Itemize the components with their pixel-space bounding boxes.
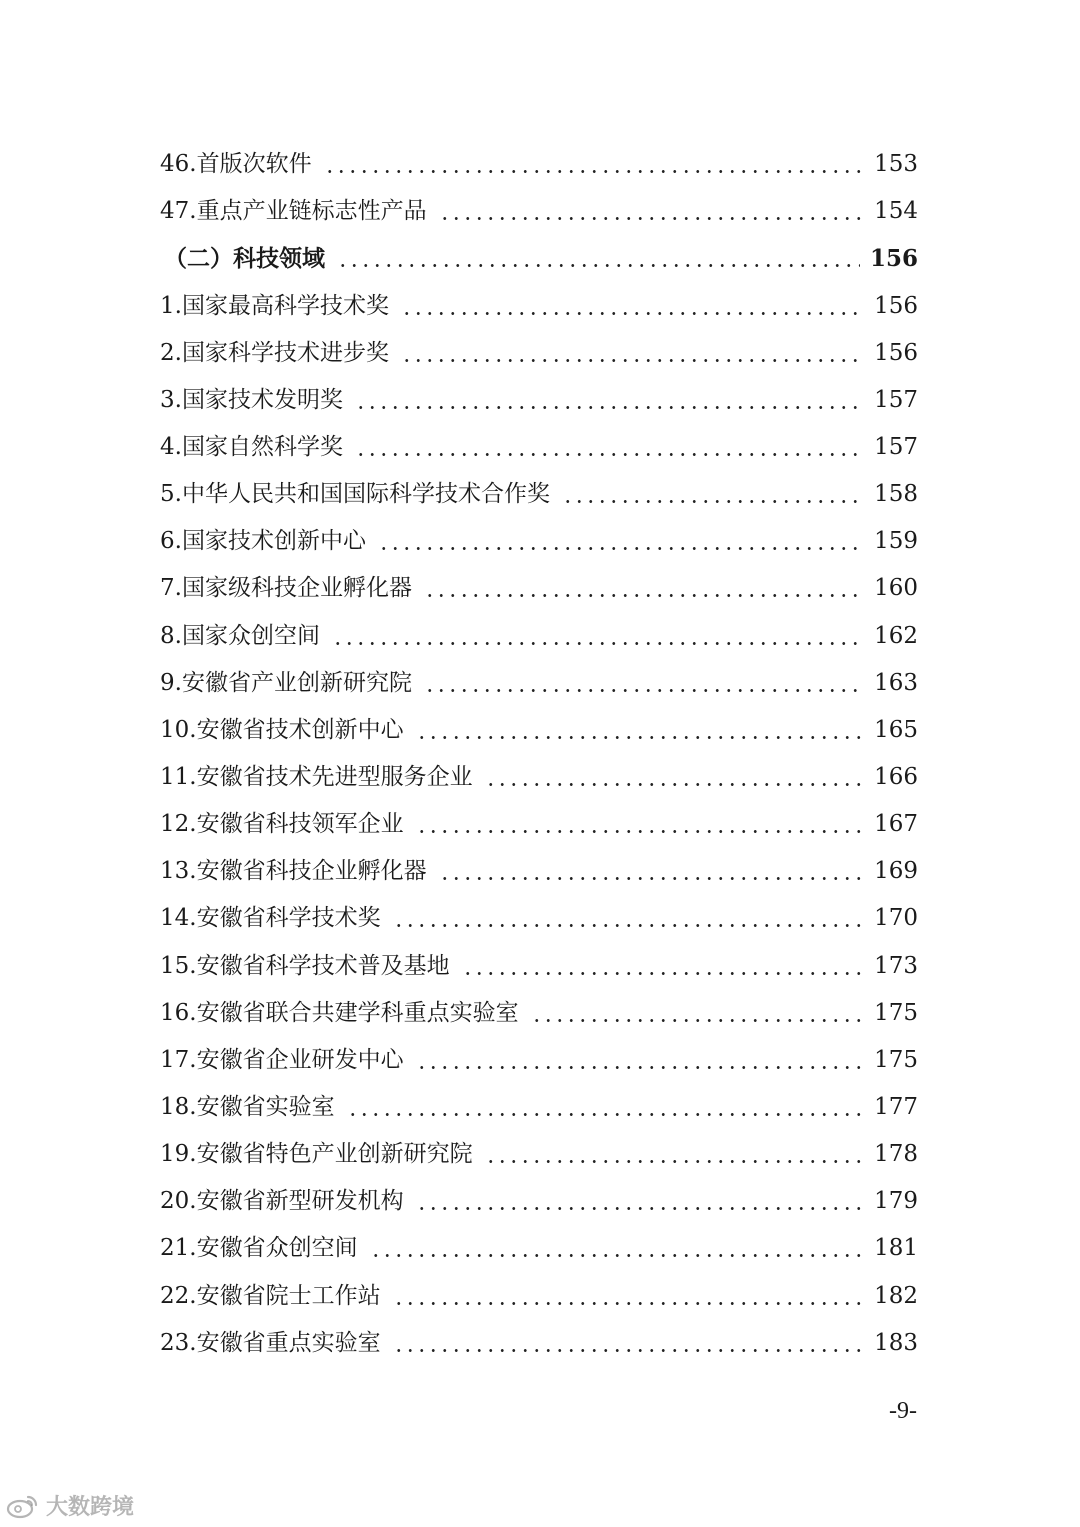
toc-entry-page-number: 160: [874, 575, 918, 602]
toc-entry-title: 5.中华人民共和国国际科学技术合作奖: [160, 481, 550, 508]
toc-entry-page-number: 154: [874, 198, 918, 225]
toc-entry-title: 12.安徽省科技领军企业: [160, 811, 404, 838]
watermark: [6, 1490, 134, 1521]
dot-leader: [416, 736, 865, 739]
toc-entry[interactable]: [160, 1316, 918, 1363]
toc-entry-title: 20.安徽省新型研发机构: [160, 1188, 404, 1215]
watermark-text: 大数跨境: [46, 1495, 135, 1520]
dot-leader: [416, 830, 865, 833]
toc-entry-page-number: 167: [874, 811, 918, 838]
dot-leader: [424, 689, 864, 692]
toc-entry[interactable]: [160, 1080, 918, 1127]
toc-entry-page-number: 163: [874, 669, 918, 696]
toc-entry-title: 14.安徽省科学技术奖: [160, 905, 381, 932]
toc-entry-page-number: 170: [874, 905, 918, 932]
dot-leader: [485, 1160, 865, 1163]
toc-entry[interactable]: [160, 750, 918, 797]
dot-leader: [332, 642, 864, 645]
toc-entry-title: 21.安徽省众创空间: [160, 1235, 358, 1262]
toc-entry-page-number: 156: [874, 292, 918, 319]
toc-entry[interactable]: [160, 703, 918, 750]
toc-entry-title: 15.安徽省科学技术普及基地: [160, 952, 450, 979]
toc-entry-page-number: 173: [874, 952, 918, 979]
toc-entry[interactable]: [160, 797, 918, 844]
toc-entry-title: 23.安徽省重点实验室: [160, 1329, 381, 1356]
toc-entry-title: （二）科技领域: [164, 245, 325, 273]
dot-leader: [462, 972, 865, 975]
toc-entry-title: 18.安徽省实验室: [160, 1093, 335, 1120]
toc-entry-title: 2.国家科学技术进步奖: [160, 339, 389, 366]
dot-leader: [393, 924, 865, 927]
toc-entry-page-number: 175: [874, 999, 918, 1026]
dot-leader: [401, 312, 864, 315]
dot-leader: [416, 1066, 865, 1069]
toc-entry-page-number: 158: [874, 481, 918, 508]
toc-entry-page-number: 165: [874, 716, 918, 743]
dot-leader: [355, 406, 864, 409]
toc-entry-page-number: 177: [874, 1093, 918, 1120]
toc-entry-title: 8.国家众创空间: [160, 622, 320, 649]
dot-leader: [424, 594, 864, 597]
toc-entry[interactable]: [160, 986, 918, 1033]
toc-entry[interactable]: [160, 420, 918, 467]
toc-entry-page-number: 166: [874, 763, 918, 790]
toc-entry-title: 16.安徽省联合共建学科重点实验室: [160, 999, 519, 1026]
toc-entry-title: 22.安徽省院士工作站: [160, 1282, 381, 1309]
toc-entry-page-number: 153: [874, 151, 918, 178]
toc-entry-page-number: 157: [874, 433, 918, 460]
dot-leader: [531, 1019, 865, 1022]
toc-entry-title: 9.安徽省产业创新研究院: [160, 669, 412, 696]
toc-entry[interactable]: [160, 278, 918, 325]
dot-leader: [401, 359, 864, 362]
toc-entry-title: 1.国家最高科学技术奖: [160, 292, 389, 319]
toc-entry[interactable]: [160, 1127, 918, 1174]
toc-entry[interactable]: [160, 1174, 918, 1221]
toc-entry[interactable]: [160, 137, 918, 184]
toc-entry-page-number: 175: [874, 1046, 918, 1073]
toc-entry[interactable]: [160, 467, 918, 514]
dot-leader: [562, 500, 864, 503]
toc-entry[interactable]: [160, 373, 918, 420]
toc-entry-title: 7.国家级科技企业孵化器: [160, 575, 412, 602]
toc-entry-page-number: 162: [874, 622, 918, 649]
toc-entry-title: 17.安徽省企业研发中心: [160, 1046, 404, 1073]
toc-entry-page-number: 156: [874, 339, 918, 366]
toc-entry[interactable]: [160, 561, 918, 608]
toc-entry-title: 4.国家自然科学奖: [160, 433, 343, 460]
toc-entry-title: 10.安徽省技术创新中心: [160, 716, 404, 743]
weibo-logo-icon: [6, 1493, 40, 1519]
dot-leader: [347, 1113, 865, 1116]
toc-entry[interactable]: [160, 1268, 918, 1315]
toc-entry[interactable]: [160, 844, 918, 891]
dot-leader: [416, 1207, 865, 1210]
toc-entry[interactable]: [160, 514, 918, 561]
toc-entry-page-number: 181: [874, 1235, 918, 1262]
toc-entry-title: 13.安徽省科技企业孵化器: [160, 858, 427, 885]
toc-entry-page-number: 182: [874, 1282, 918, 1309]
dot-leader: [439, 217, 865, 220]
dot-leader: [485, 783, 865, 786]
toc-section-heading[interactable]: [160, 231, 918, 278]
toc-entry[interactable]: [160, 1033, 918, 1080]
toc-entry[interactable]: [160, 1221, 918, 1268]
toc-entry-page-number: 157: [874, 386, 918, 413]
toc-entry-page-number: 179: [874, 1188, 918, 1215]
toc-entry-page-number: 156: [869, 245, 918, 273]
dot-leader: [378, 547, 864, 550]
toc-entry-title: 6.国家技术创新中心: [160, 528, 366, 555]
toc-entry[interactable]: [160, 891, 918, 938]
toc-entry[interactable]: [160, 608, 918, 655]
toc-entry[interactable]: [160, 656, 918, 703]
toc-entry-page-number: 169: [874, 858, 918, 885]
toc-entry-title: 19.安徽省特色产业创新研究院: [160, 1141, 473, 1168]
toc-entry-title: 46.首版次软件: [160, 151, 312, 178]
dot-leader: [337, 264, 860, 267]
toc-entry[interactable]: [160, 184, 918, 231]
page-number: -9-: [889, 1398, 917, 1424]
dot-leader: [439, 877, 865, 880]
dot-leader: [324, 170, 865, 173]
toc-entry-page-number: 178: [874, 1141, 918, 1168]
toc-entry[interactable]: [160, 326, 918, 373]
dot-leader: [393, 1302, 865, 1305]
toc-entry-title: 11.安徽省技术先进型服务企业: [160, 763, 473, 790]
toc-entry-page-number: 183: [874, 1329, 918, 1356]
dot-leader: [393, 1349, 865, 1352]
dot-leader: [355, 453, 864, 456]
table-of-contents: [160, 137, 918, 1363]
toc-entry-page-number: 159: [874, 528, 918, 555]
toc-entry[interactable]: [160, 938, 918, 985]
toc-entry-title: 47.重点产业链标志性产品: [160, 198, 427, 225]
dot-leader: [370, 1254, 865, 1257]
toc-entry-title: 3.国家技术发明奖: [160, 386, 343, 413]
